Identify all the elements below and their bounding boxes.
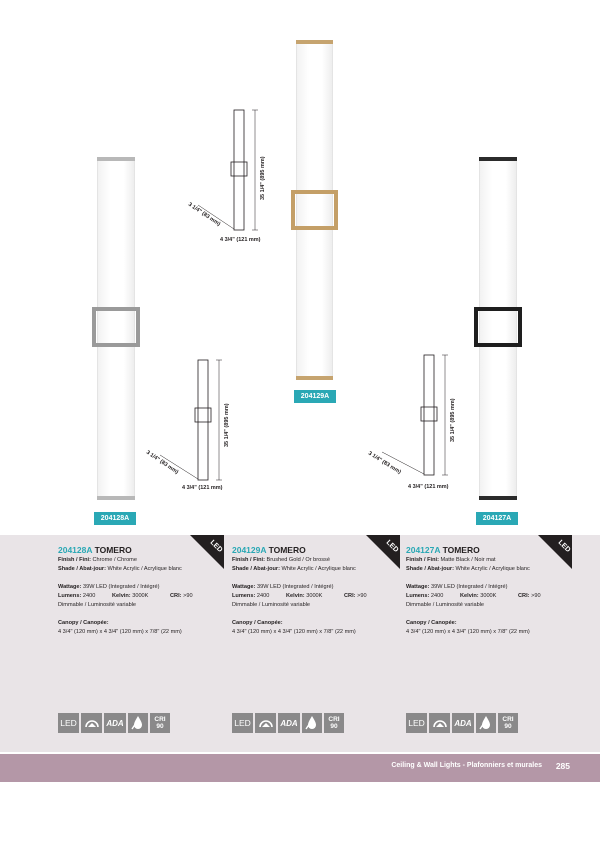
- dimmer-icon: [255, 713, 276, 733]
- spec-column-204127a: 204127A TOMERO Finish / Fini: Matte Black / Noir mat Shade / Abat-jour: White Acrylic / Acrylique blanc Wattage: 39W LED (Integrated / Intégré) Lumens: 2400 Kelvin: 3000K CRI: >90 Dimmable / Luminosité variable Canopy / Canopée: 4 3/4" (120 mm) x 4 3/4" (120 mm) x 7/8" (22 mm): [406, 545, 581, 637]
- ada-icon: ADA: [278, 713, 300, 733]
- product-title: 204127A TOMERO: [406, 545, 480, 555]
- dimension-height-label: 35 1/4" (895 mm): [260, 156, 266, 200]
- feature-icons-204127a: [406, 713, 518, 733]
- led-icon: LED: [232, 713, 253, 733]
- cri-icon: CRI 90: [150, 713, 170, 733]
- page-footer: [0, 754, 600, 782]
- dimension-depth-label: 3 1/4" (83 mm): [366, 450, 402, 476]
- feature-icons-204128a: [58, 713, 170, 733]
- product-title: 204128A TOMERO: [58, 545, 132, 555]
- led-corner-badge: LED: [190, 535, 224, 569]
- product-photo-204127a: [479, 157, 517, 500]
- spec-column-204128a: 204128A TOMERO Finish / Fini: Chrome / Chrome Shade / Abat-jour: White Acrylic / Acrylique blanc Wattage: 39W LED (Integrated / Intégré) Lumens: 2400 Kelvin: 3000K CRI: >90 Dimmable / Luminosité variable Canopy / Canopée: 4 3/4" (120 mm) x 4 3/4" (120 mm) x 7/8" (22 mm): [58, 545, 233, 637]
- spec-column-204129a: 204129A TOMERO Finish / Fini: Brushed Gold / Or brossé Shade / Abat-jour: White Acrylic / Acrylique blanc Wattage: 39W LED (Integrated / Intégré) Lumens: 2400 Kelvin: 3000K CRI: >90 Dimmable / Luminosité variable Canopy / Canopée: 4 3/4" (120 mm) x 4 3/4" (120 mm) x 7/8" (22 mm): [232, 545, 407, 637]
- cri-icon: CRI 90: [324, 713, 344, 733]
- ada-icon: ADA: [104, 713, 126, 733]
- dimension-width-label: 4 3/4" (121 mm): [182, 485, 223, 491]
- ada-icon: ADA: [452, 713, 474, 733]
- damp-location-icon: [128, 713, 148, 733]
- page-number: 285: [555, 761, 570, 771]
- damp-location-icon: [302, 713, 322, 733]
- dimension-drawing-top: [180, 105, 280, 245]
- led-icon: LED: [406, 713, 427, 733]
- product-photo-204128a: [97, 157, 135, 500]
- led-corner-badge: LED: [366, 535, 400, 569]
- led-icon: LED: [58, 713, 79, 733]
- damp-location-icon: [476, 713, 496, 733]
- led-corner-badge: LED: [538, 535, 572, 569]
- product-title: 204129A TOMERO: [232, 545, 306, 555]
- dimmer-icon: [81, 713, 102, 733]
- model-tag-204128a: 204128A: [94, 512, 136, 525]
- dimension-drawing-left: [140, 355, 240, 495]
- dimension-width-label: 4 3/4" (121 mm): [220, 237, 261, 243]
- feature-icons-204129a: [232, 713, 344, 733]
- cri-icon: CRI 90: [498, 713, 518, 733]
- dimension-height-label: 35 1/4" (895 mm): [450, 398, 456, 442]
- dimension-depth-label: 3 1/4" (83 mm): [186, 201, 222, 228]
- footer-section-title: Ceiling & Wall Lights - Plafonniers et murales: [391, 762, 542, 769]
- dimension-width-label: 4 3/4" (121 mm): [408, 484, 449, 490]
- dimension-drawing-right: [366, 350, 466, 490]
- model-tag-204129a: 204129A: [294, 390, 336, 403]
- dimension-height-label: 35 1/4" (895 mm): [224, 403, 230, 447]
- dimension-depth-label: 3 1/4" (83 mm): [144, 449, 180, 476]
- product-photo-204129a: [296, 40, 333, 380]
- dimmer-icon: [429, 713, 450, 733]
- model-tag-204127a: 204127A: [476, 512, 518, 525]
